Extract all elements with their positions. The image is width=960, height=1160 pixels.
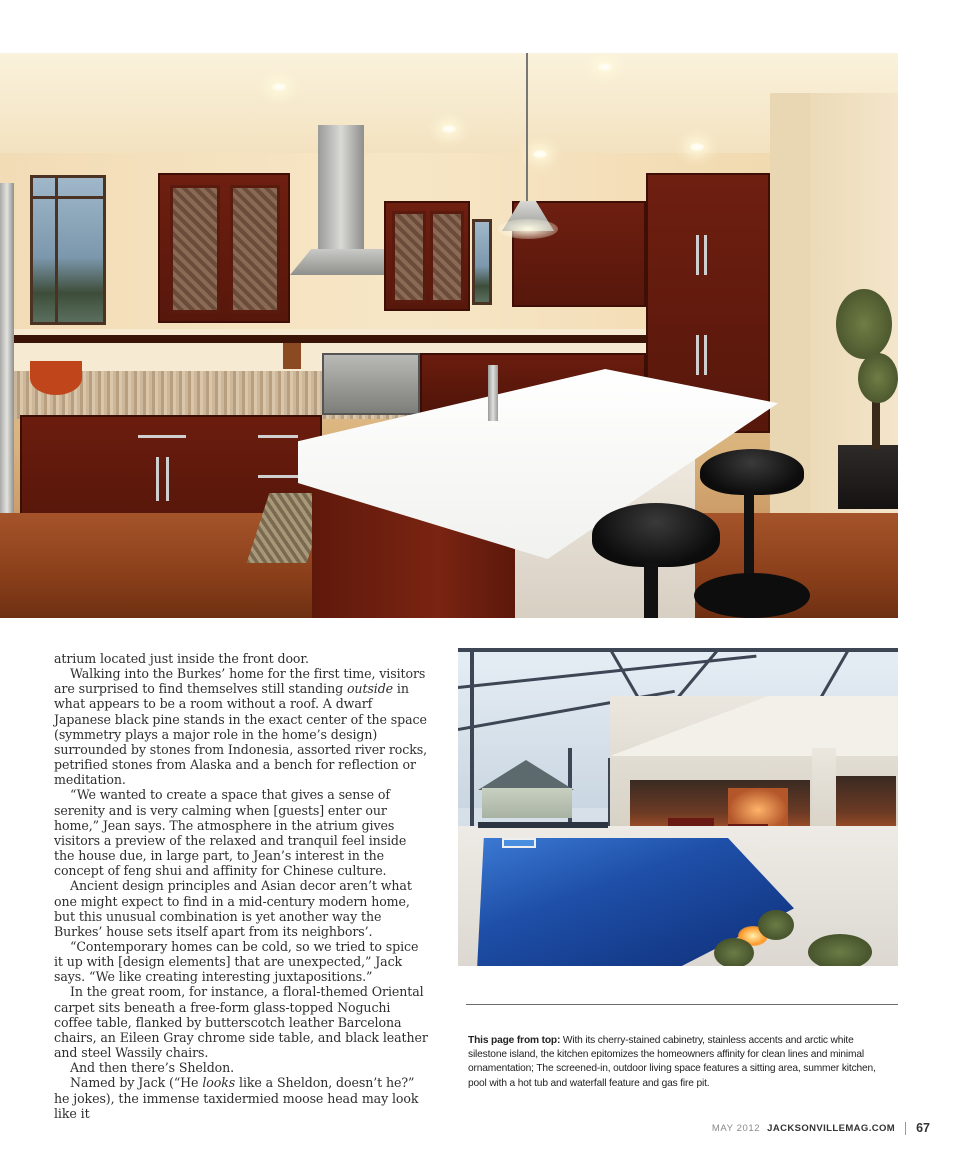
- pendant-cord: [526, 53, 528, 201]
- folio: [712, 1120, 930, 1136]
- shrub: [808, 934, 872, 966]
- article-paragraph: “Contemporary homes can be cold, so we tried to spice it up with [design elements] that are unexpected,” Jack says. “We like creating interesting juxtapositions.”: [54, 938, 419, 985]
- caption-lead: This page from top:: [468, 1035, 561, 1046]
- article-paragraph: And then there’s Sheldon.: [70, 1060, 235, 1076]
- faucet: [488, 365, 498, 421]
- upper-cabinet: [158, 173, 290, 323]
- bonsai-foliage: [836, 289, 892, 359]
- article-paragraph: Ancient design principles and Asian decor aren’t what one might expect to find in a mid-century modern home, but this unusual combination is yet another way the Burkes’ house sets itself apart from its neighbors’.: [54, 878, 412, 939]
- article-paragraph: Walking into the Burkes’ home for the first time, visitors are surprised to find themselves still standing outside in what appears to be a room without a roof. A dwarf Japanese black pine stands in the exact center of the space (symmetry plays a major role in the home’s design) surrounded by stones from Indonesia, assorted river rocks, petrified stones from Alaska and a bench for reflection or meditation.: [54, 666, 428, 788]
- pool-photo: [458, 648, 898, 966]
- neighbor-house: [482, 788, 572, 818]
- pendant-glow: [498, 219, 558, 239]
- window: [30, 175, 106, 325]
- page-number: 67: [916, 1121, 930, 1135]
- bar-stool: [592, 503, 720, 567]
- downlight: [690, 143, 704, 151]
- article-paragraph: “We wanted to create a space that gives a sense of serenity and is very calming when [guests] enter our home,” Jean says. The atmosphere in the atrium gives visitors a preview of the relaxed and tranquil feel inside the house due, in large part, to Jean’s interest in the concept of feng shui and affinity for Chinese culture.: [54, 787, 407, 879]
- folio-separator: [905, 1122, 906, 1135]
- caption-rule: [466, 1004, 898, 1005]
- shrub: [714, 938, 754, 966]
- range-hood: [318, 125, 364, 255]
- downlight: [442, 125, 456, 133]
- screen-frame: [458, 648, 898, 652]
- photo-caption: [468, 1034, 893, 1091]
- tile-band: [14, 335, 646, 343]
- bar-stool: [700, 449, 804, 495]
- article-paragraph: Named by Jack (“He looks like a Sheldon, doesn’t he?” he jokes), the immense taxidermied moose head may look like it: [54, 1075, 419, 1121]
- ceiling: [0, 53, 898, 153]
- issue-date: MAY 2012: [711, 1122, 761, 1134]
- stool-leg: [644, 563, 658, 618]
- stool-base: [694, 573, 810, 618]
- bonsai-foliage: [858, 353, 898, 403]
- downlight: [272, 83, 286, 91]
- website: JACKSONVILLEMAG.COM: [767, 1122, 896, 1134]
- knife-block: [283, 343, 301, 369]
- spa: [502, 838, 536, 848]
- downlight: [533, 150, 547, 158]
- article-paragraph: atrium located just inside the front door.: [54, 651, 309, 666]
- caption-body: With its cherry-stained cabinetry, stainless accents and arctic white silestone island, the kitchen epitomizes the homeowners affinity for clean lines and minimal ornamentation; The screened-in, outdoor living space features a sitting area, summer kitchen, pool with a hot tub and waterfall feature and gas fire pit.: [468, 1035, 876, 1089]
- kitchen-photo: [0, 53, 898, 618]
- railing: [478, 822, 608, 828]
- fruit-bowl: [30, 361, 82, 395]
- range-oven: [322, 353, 420, 415]
- article-paragraph: In the great room, for instance, a floral-themed Oriental carpet sits beneath a free-form glass-topped Noguchi coffee table, flanked by butterscotch leather Barcelona chairs, an Eileen Gray chrome side table, and black leather and steel Wassily chairs.: [54, 984, 428, 1061]
- screen-frame: [470, 648, 474, 848]
- shrub: [758, 910, 794, 940]
- upper-cabinet: [384, 201, 470, 311]
- planter: [838, 445, 898, 509]
- wall-column: [770, 93, 810, 513]
- downlight: [598, 63, 612, 71]
- article-body: [54, 651, 429, 1121]
- window: [472, 219, 492, 305]
